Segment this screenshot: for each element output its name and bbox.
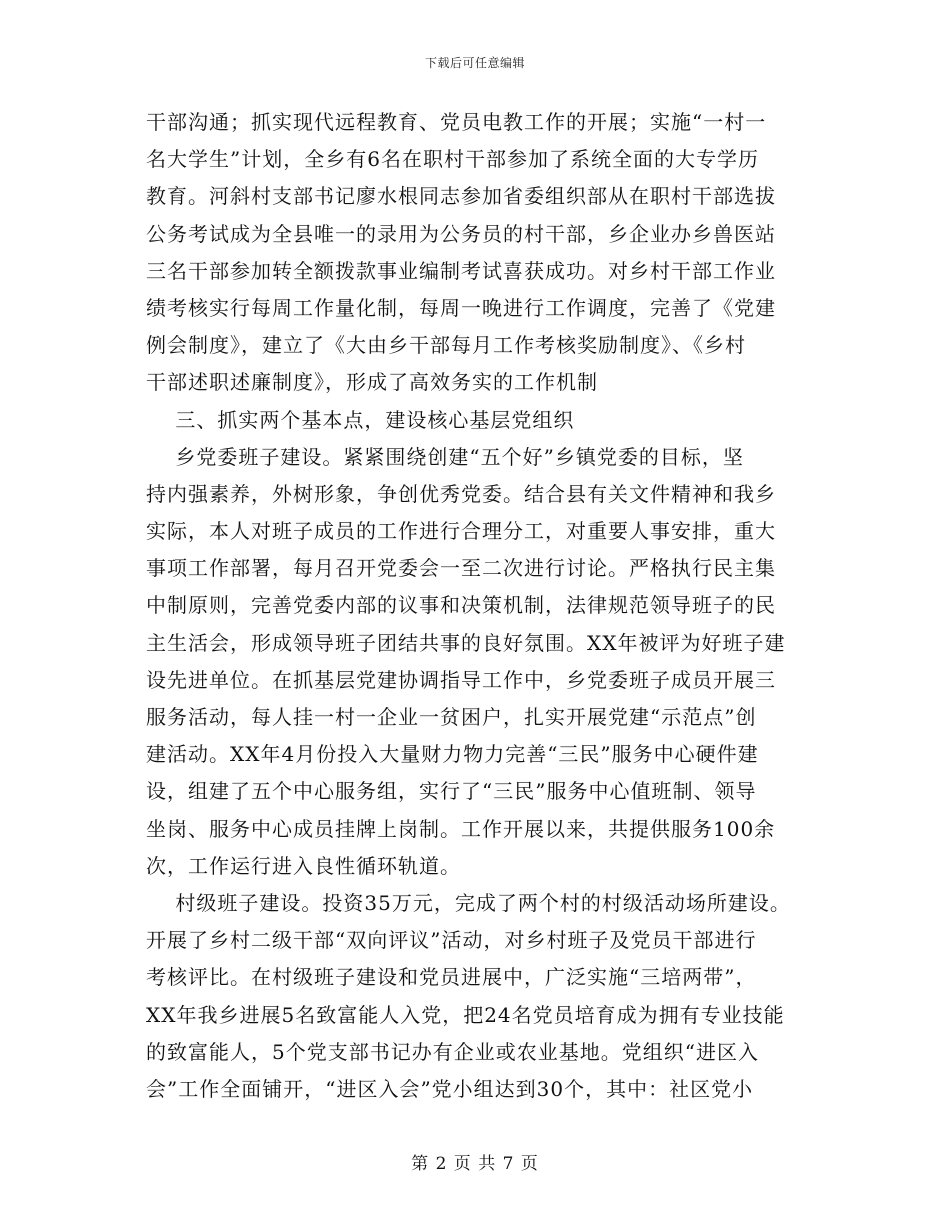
text-line: 教育。河斜村支部书记廖水根同志参加省委组织部从在职村干部选拔	[146, 184, 776, 209]
text-line: 中制原则，完善党委内部的议事和决策机制，法律规范领导班子的民	[146, 593, 776, 618]
text-line: 开展了乡村二级干部“双向评议”活动，对乡村班子及党员干部进行	[146, 928, 757, 953]
text-line: 村级班子建设。投资35万元，完成了两个村的村级活动场所建设。	[146, 890, 791, 915]
text-line: 绩考核实行每周工作量化制，每周一晚进行工作调度，完善了《党建	[146, 295, 776, 320]
text-line: 公务考试成为全县唯一的录用为公务员的村干部，乡企业办乡兽医站	[146, 221, 776, 246]
text-line: 坐岗、服务中心成员挂牌上岗制。工作开展以来，共提供服务100余	[146, 816, 776, 841]
text-line: 设先进单位。在抓基层党建协调指导工作中，乡党委班子成员开展三	[146, 667, 776, 692]
text-line: 持内强素养，外树形象，争创优秀党委。结合县有关文件精神和我乡	[146, 481, 776, 506]
text-line: 事项工作部署，每月召开党委会一至二次进行讨论。严格执行民主集	[146, 556, 776, 581]
text-line: 三名干部参加转全额拨款事业编制考试喜获成功。对乡村干部工作业	[146, 258, 776, 283]
text-line: 考核评比。在村级班子建设和党员进展中，广泛实施“三培两带”，	[146, 965, 757, 990]
text-line: 会”工作全面铺开，“进区入会”党小组达到30个，其中：社区党小	[146, 1076, 754, 1101]
text-line: 建活动。XX年4月份投入大量财力物力完善“三民”服务中心硬件建	[146, 742, 759, 767]
text-line: 服务活动，每人挂一村一企业一贫困户，扎实开展党建“示范点”创	[146, 705, 757, 729]
text-line: 干部述职述廉制度》，形成了高效务实的工作机制	[146, 370, 598, 395]
text-line: 设，组建了五个中心服务组，实行了“三民”服务中心值班制、领导	[146, 779, 757, 804]
text-line: 实际，本人对班子成员的工作进行合理分工，对重要人事安排，重大	[146, 519, 776, 544]
text-line: 次，工作运行进入良性循环轨道。	[146, 853, 461, 878]
text-line: 主生活会，形成领导班子团结共事的良好氛围。XX年被评为好班子建	[146, 630, 786, 655]
text-line: 乡党委班子建设。紧紧围绕创建“五个好”乡镇党委的目标，坚	[146, 444, 744, 469]
text-line: 名大学生”计划，全乡有6名在职村干部参加了系统全面的大专学历	[146, 147, 759, 172]
text-line: 例会制度》，建立了《大由乡干部每月工作考核奖励制度》、《乡村	[146, 333, 746, 358]
page-header: 下载后可任意编辑	[424, 56, 525, 70]
text-line: XX年我乡进展5名致富能人入党，把24名党员培育成为拥有专业技能	[146, 1002, 785, 1027]
page-number: 第 2 页 共 7 页	[411, 1154, 539, 1174]
text-line: 的致富能人，5个党支部书记办有企业或农业基地。党组织“进区入	[146, 1039, 759, 1064]
text-line: 干部沟通；抓实现代远程教育、党员电教工作的开展；实施“一村一	[146, 110, 767, 134]
section-heading: 三、抓实两个基本点，建设核心基层党组织	[146, 407, 575, 432]
document-body	[146, 104, 826, 1108]
